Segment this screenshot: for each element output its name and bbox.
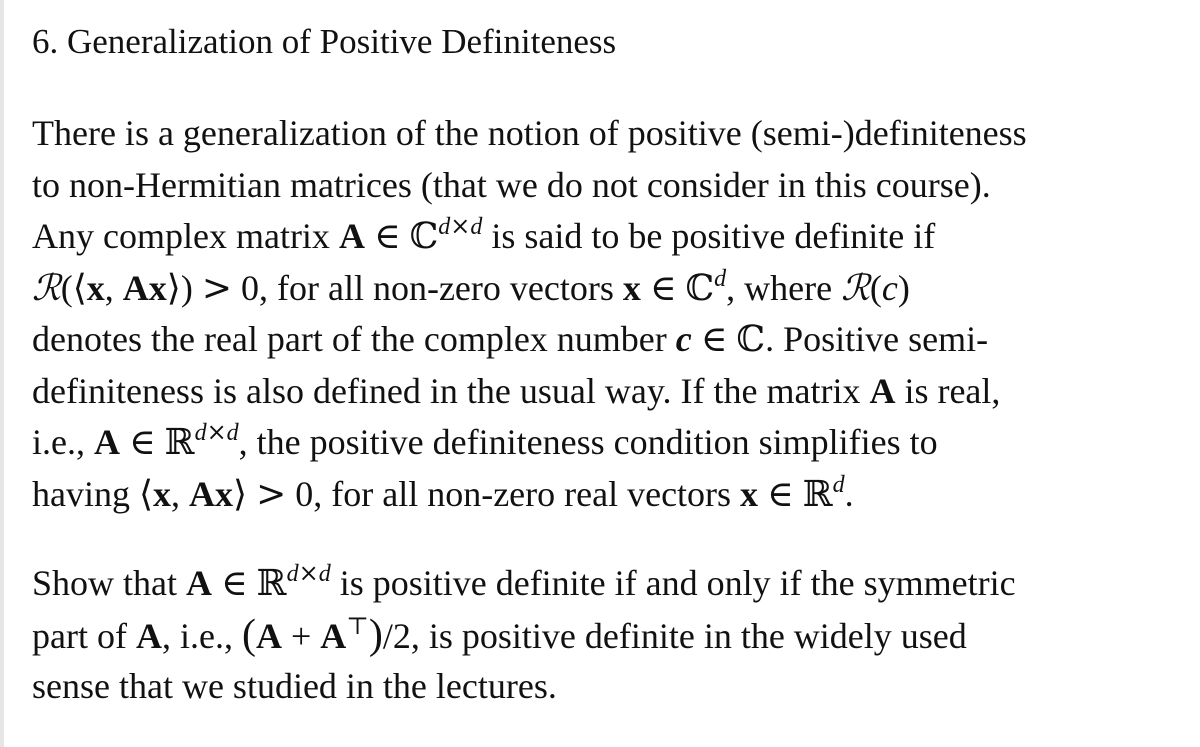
text-line: definiteness is also defined in the usual way. If the matrix A is real, xyxy=(32,370,1001,411)
text-line: ℛ(⟨x, Ax⟩) > 0, for all non-zero vectors x ∈ ℂ$^d$, where ℛ(c) xyxy=(32,265,910,309)
text-line: There is a generalization of the notion of positive (semi-)definiteness xyxy=(32,113,1027,153)
text-line: having ⟨x, Ax⟩ > 0, for all non-zero real vectors x ∈ ℝ$^d$. xyxy=(32,471,854,515)
paragraph-task xyxy=(32,558,1192,713)
text-line: denotes the real part of the complex number c ∈ ℂ. Positive semi- xyxy=(32,319,989,360)
left-border xyxy=(0,0,4,747)
text-line: sense that we studied in the lectures. xyxy=(32,666,557,706)
text-line: part of A, i.e., (A + A⊤)/2, is positive definite in the widely used xyxy=(32,611,967,658)
section-title: 6. Generalization of Positive Definiteness xyxy=(32,22,617,61)
text-line: Show that A ∈ ℝ$^{d\times d}$ is positive definite if and only if the symmetric xyxy=(32,559,1016,604)
text-line: Any complex matrix A ∈ ℂ$^{d\times d}$ is said to be positive definite if xyxy=(32,212,936,257)
exercise-content xyxy=(32,18,1192,713)
text-line: i.e., A ∈ ℝ$^{d\times d}$, the positive definiteness condition simplifies to xyxy=(32,418,938,463)
text-line: to non-Hermitian matrices (that we do not consider in this course). xyxy=(32,164,991,205)
paragraph-definition xyxy=(32,108,1192,520)
